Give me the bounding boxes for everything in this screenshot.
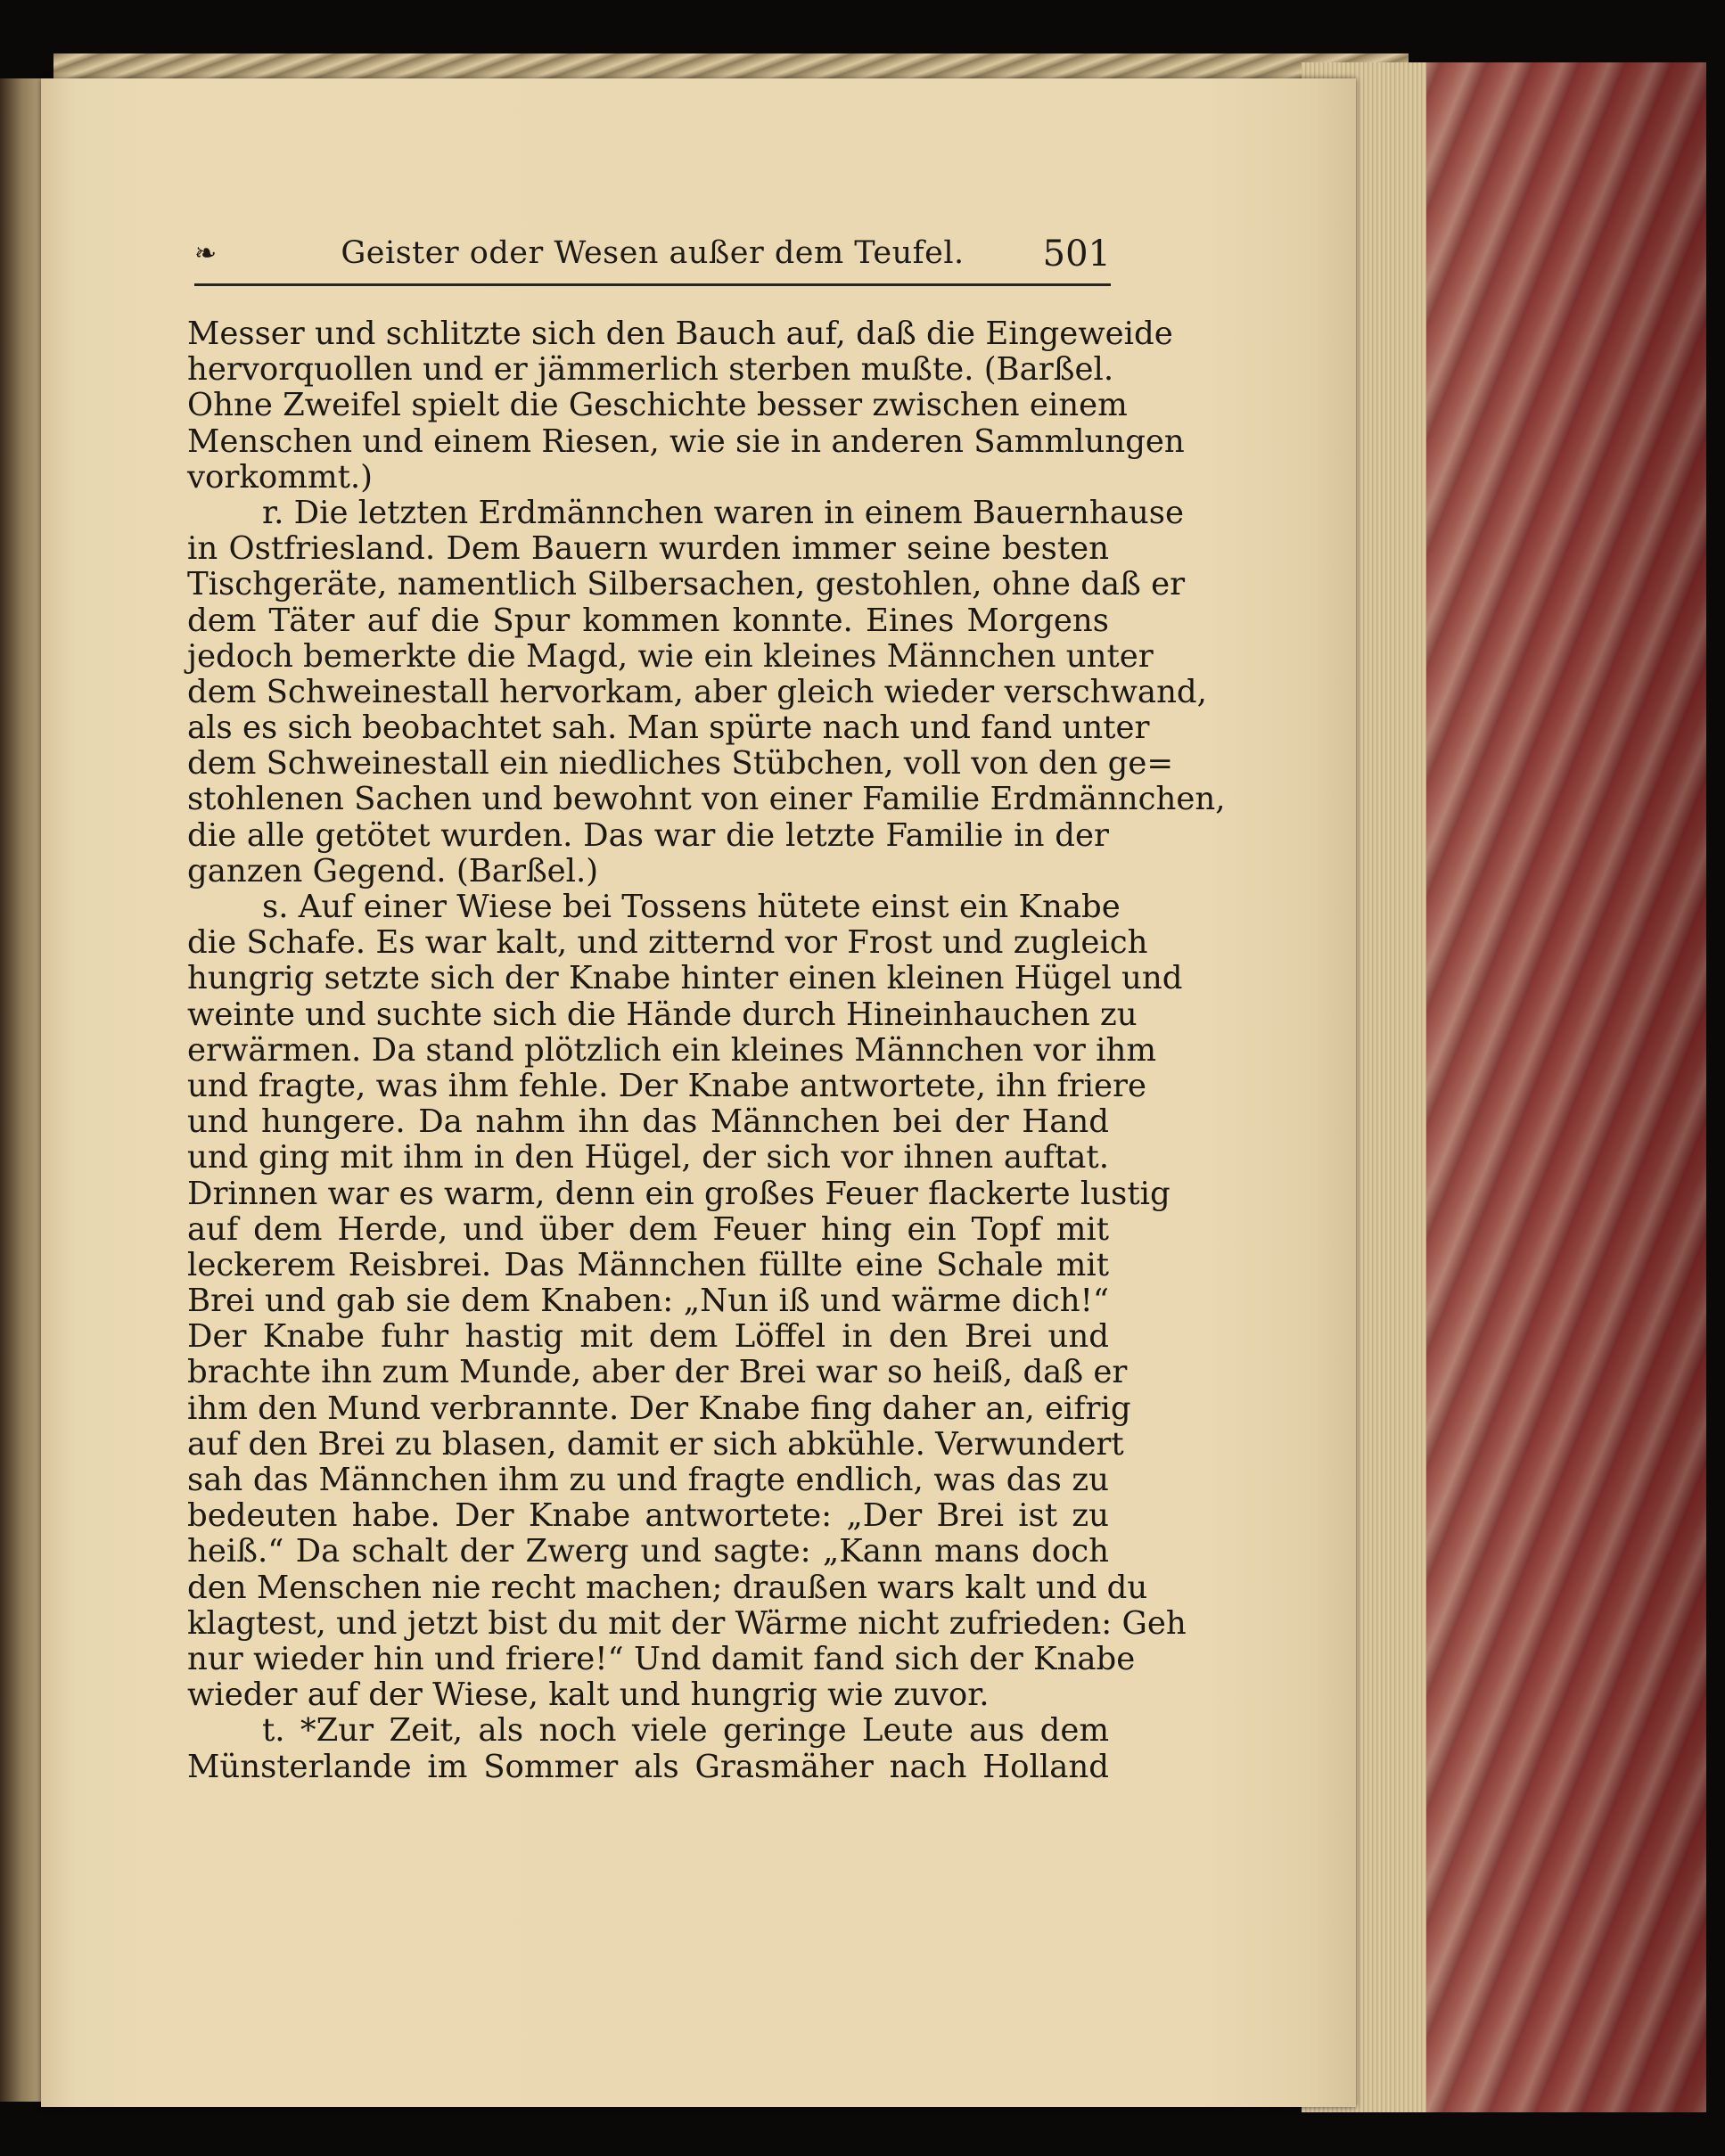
text-line: auf dem Herde, und über dem Feuer hing ein Topf mit: [187, 1210, 1109, 1248]
text-line: Messer und schlitzte sich den Bauch auf, daß die Eingeweide: [187, 316, 1173, 352]
text-line: auf den Brei zu blasen, damit er sich abkühle. Verwundert: [187, 1425, 1124, 1463]
text-line: Brei und gab sie dem Knaben: „Nun iß und wärme dich!“: [187, 1283, 1109, 1320]
text-line: r. Die letzten Erdmännchen waren in einem Bauernhause: [262, 494, 1185, 531]
text-line: dem Schweinestall ein niedliches Stübchen, voll von den ge=: [187, 745, 1174, 783]
text-line: die Schafe. Es war kalt, und zitternd vor Frost und zugleich: [187, 924, 1148, 962]
text-line: hungrig setzte sich der Knabe hinter einen kleinen Hügel und: [187, 960, 1183, 997]
text-line: hervorquollen und er jämmerlich sterben mußte. (Barßel.: [187, 351, 1114, 389]
text-line: Münsterlande im Sommer als Grasmäher nach Holland: [187, 1748, 1109, 1785]
text-line: in Ostfriesland. Dem Bauern wurden immer seine besten: [187, 530, 1109, 568]
text-line: und hungere. Da nahm ihn das Männchen bei der Hand: [187, 1103, 1109, 1141]
text-line: bedeuten habe. Der Knabe antwortete: „Der Brei ist zu: [187, 1497, 1109, 1535]
running-header: [194, 230, 1111, 283]
body-text: [187, 316, 1226, 1785]
running-title: Geister oder Wesen außer dem Teufel.: [341, 235, 965, 271]
text-line: die alle getötet wurden. Das war die letzte Familie in der: [187, 816, 1109, 854]
text-line: Der Knabe fuhr hastig mit dem Löffel in den Brei und: [187, 1318, 1109, 1356]
text-line: leckerem Reisbrei. Das Männchen füllte eine Schale mit: [187, 1246, 1109, 1283]
text-line: dem Täter auf die Spur kommen konnte. Eines Morgens: [187, 602, 1109, 639]
marbled-cover: [1391, 62, 1706, 2112]
text-line: und ging mit ihm in den Hügel, der sich vor ihnen auftat.: [187, 1139, 1109, 1176]
header-rule: [194, 283, 1111, 286]
text-line: weinte und suchte sich die Hände durch Hineinhauchen zu: [187, 996, 1138, 1033]
text-line: heiß.“ Da schalt der Zwerg und sagte: „Kann mans doch: [187, 1533, 1109, 1570]
text-line: und fragte, was ihm fehle. Der Knabe antwortete, ihn friere: [187, 1067, 1146, 1104]
text-line: nur wieder hin und friere!“ Und damit fand sich der Knabe: [187, 1640, 1136, 1677]
text-line: Menschen und einem Riesen, wie sie in anderen Sammlungen: [187, 422, 1185, 460]
text-line: stohlenen Sachen und bewohnt von einer Familie Erdmännchen,: [187, 781, 1226, 818]
text-line: ihm den Mund verbrannte. Der Knabe fing daher an, eifrig: [187, 1390, 1131, 1427]
text-line: als es sich beobachtet sah. Man spürte nach und fand unter: [187, 709, 1150, 747]
text-line: Tischgeräte, namentlich Silbersachen, gestohlen, ohne daß er: [187, 566, 1186, 603]
text-line: Drinnen war es warm, denn ein großes Feuer flackerte lustig: [187, 1175, 1171, 1212]
text-line: jedoch bemerkte die Magd, wie ein kleines Männchen unter: [187, 637, 1154, 675]
text-line: brachte ihn zum Munde, aber der Brei war so heiß, daß er: [187, 1354, 1128, 1391]
text-line: s. Auf einer Wiese bei Tossens hütete einst ein Knabe: [262, 889, 1121, 925]
text-line: ganzen Gegend. (Barßel.): [187, 852, 599, 889]
page-number: 501: [1042, 234, 1111, 275]
text-line: vorkommt.): [187, 458, 374, 496]
text-line: sah das Männchen ihm zu und fragte endlich, was das zu: [187, 1462, 1109, 1498]
text-line: erwärmen. Da stand plötzlich ein kleines Männchen vor ihm: [187, 1031, 1157, 1069]
text-line: wieder auf der Wiese, kalt und hungrig wie zuvor.: [187, 1676, 990, 1714]
text-line: dem Schweinestall hervorkam, aber gleich wieder verschwand,: [187, 673, 1207, 710]
text-line: Ohne Zweifel spielt die Geschichte besser zwischen einem: [187, 387, 1128, 424]
text-line: den Menschen nie recht machen; draußen wars kalt und du: [187, 1569, 1148, 1606]
text-line: t. *Zur Zeit, als noch viele geringe Leute aus dem: [262, 1712, 1109, 1750]
text-line: klagtest, und jetzt bist du mit der Wärme nicht zufrieden: Geh: [187, 1604, 1187, 1642]
ornament-icon: ❧: [194, 238, 218, 269]
